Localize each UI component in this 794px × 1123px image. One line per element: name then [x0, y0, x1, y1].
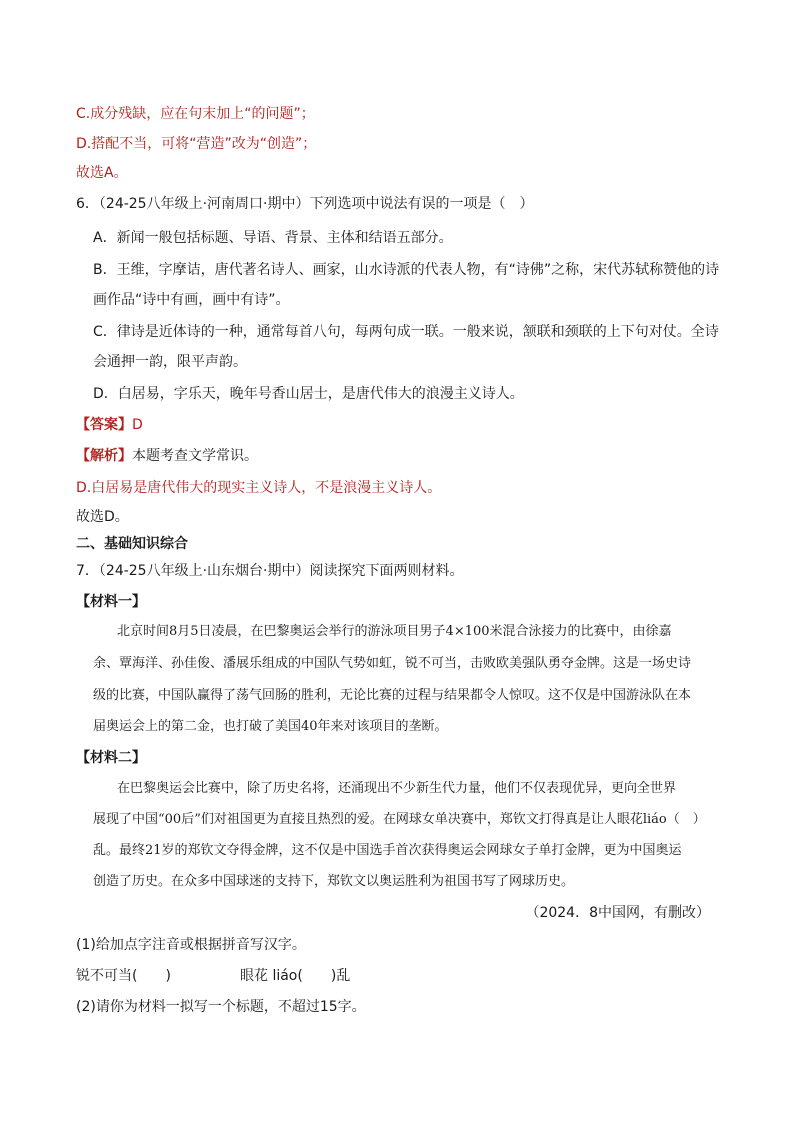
question-6-option-b-line2: 画作品“诗中有画，画中有诗”。 — [93, 292, 290, 308]
question-6-conclusion: 故选D。 — [76, 509, 129, 525]
prev-answer-line-c: C.成分残缺，应在句末加上“的问题”； — [76, 106, 315, 122]
question-6-option-c-line1: C．律诗是近体诗的一种，通常每首八句，每两句成一联。一般来说，颔联和颈联的上下句对仗。全诗 — [93, 324, 719, 340]
question-6-stem: 6．（24-25八年级上·河南周口·期中）下列选项中说法有误的一项是（ ） — [76, 196, 534, 212]
analysis-tag: 【解析】 — [76, 448, 132, 464]
material-1-line: 届奥运会上的第二金，也打破了美国40年来对该项目的垄断。 — [93, 719, 448, 734]
material-1-line: 余、覃海洋、孙佳俊、潘展乐组成的中国队气势如虹，锐不可当，击败欧美强队勇夺金牌。这是一场史诗 — [93, 656, 692, 671]
question-6-answer — [76, 415, 143, 435]
material-1-line: 北京时间8月5日凌晨，在巴黎奥运会举行的游泳项目男子4×100米混合泳接力的比赛中，由徐嘉 — [117, 624, 672, 639]
fill-blank-b[interactable]: 眼花 liáo( )乱 — [240, 968, 351, 984]
prev-answer-line-d: D.搭配不当，可将“营造”改为“创造”； — [76, 136, 317, 152]
question-6-option-c-line2: 会通押一韵，限平声韵。 — [93, 354, 247, 370]
material-2-line: 展现了中国“00后”们对祖国更为直接且热烈的爱。在网球女单决赛中，郑钦文打得真是让人眼花liáo（ ） — [93, 812, 706, 827]
section-heading: 二、基础知识综合 — [76, 536, 188, 552]
sub-question-2: (2)请你为材料一拟写一个标题，不超过15字。 — [76, 999, 366, 1015]
question-6-option-a: A．新闻一般包括标题、导语、背景、主体和结语五部分。 — [93, 230, 453, 246]
prev-answer-conclusion: 故选A。 — [76, 165, 128, 181]
question-6-option-d: D．白居易，字乐天，晚年号香山居士，是唐代伟大的浪漫主义诗人。 — [93, 386, 524, 402]
question-7-stem: 7．（24-25八年级上·山东烟台·期中）阅读探究下面两则材料。 — [76, 563, 464, 579]
question-6-analysis-detail: D.白居易是唐代伟大的现实主义诗人，不是浪漫主义诗人。 — [76, 480, 442, 496]
material-2-line: 在巴黎奥运会比赛中，除了历史名将，还涌现出不少新生代力量，他们不仅表现优异，更向全世界 — [117, 781, 677, 796]
material-1-title: 【材料一】 — [76, 594, 146, 610]
answer-tag: 【答案】 — [76, 417, 132, 433]
fill-blank-a[interactable]: 锐不可当( ) — [76, 968, 171, 984]
analysis-text: 本题考查文学常识。 — [132, 448, 258, 464]
question-6-option-b-line1: B．王维，字摩诘，唐代著名诗人、画家，山水诗派的代表人物，有“诗佛”之称，宋代苏轼称赞他的诗 — [93, 262, 720, 278]
material-2-title: 【材料二】 — [76, 750, 146, 766]
material-1-line: 级的比赛，中国队赢得了荡气回肠的胜利，无论比赛的过程与结果都令人惊叹。这不仅是中国游泳队在本 — [93, 688, 692, 703]
answer-value: D — [132, 417, 143, 433]
material-2-line: 乱。最终21岁的郑钦文夺得金牌，这不仅是中国选手首次获得奥运会网球女子单打金牌，更为中国奥运 — [93, 843, 682, 858]
material-2-line: 创造了历史。在众多中国球迷的支持下，郑钦文以奥运胜利为祖国书写了网球历史。 — [93, 874, 575, 889]
source-citation: （2024．8中国网，有删改） — [525, 905, 710, 921]
sub-question-1: (1)给加点字注音或根据拼音写汉字。 — [76, 937, 306, 953]
question-6-analysis — [76, 446, 258, 466]
